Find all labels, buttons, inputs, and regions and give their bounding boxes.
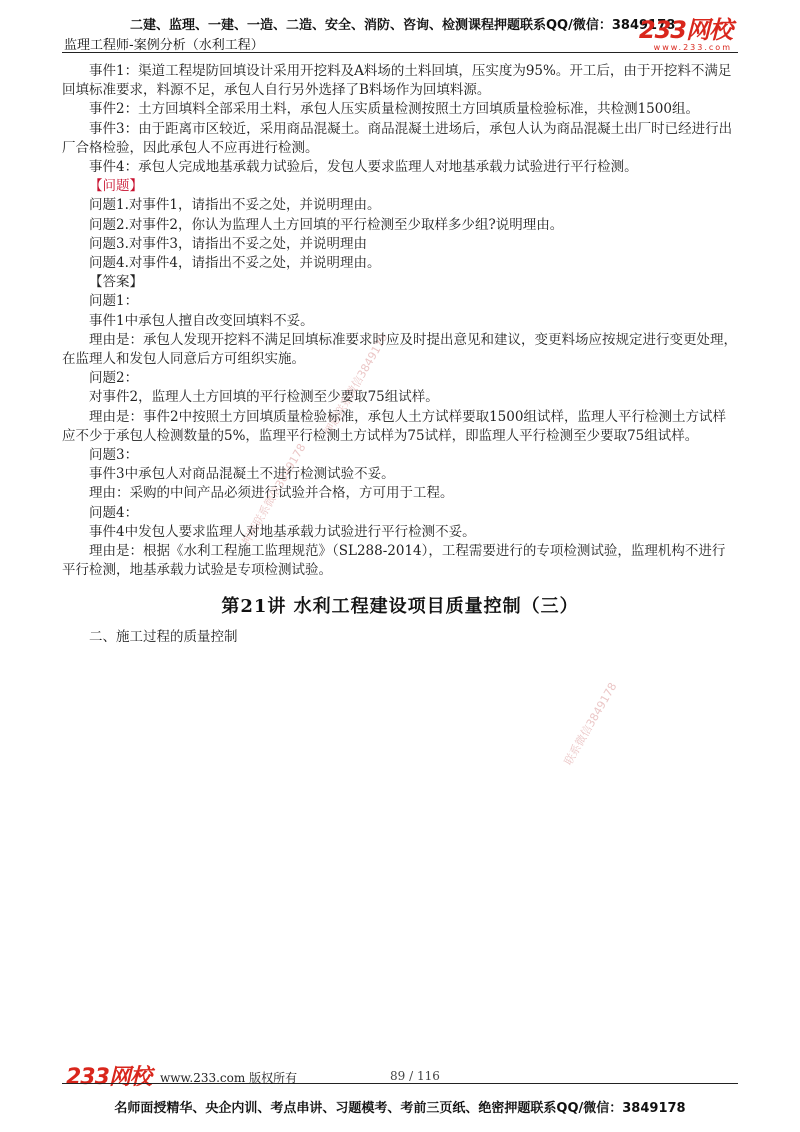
header-promo-text: 二建、监理、一建、一造、二造、安全、消防、咨询、检测课程押题联系QQ/微信：3849178 xyxy=(130,18,676,33)
paragraph: 理由是：根据《水利工程施工监理规范》（SL288-2014），工程需要进行的专项检测试验，监理机构不进行平行检测，地基承载力试验是专项检测试验。 xyxy=(62,543,726,579)
subsection-title: 二、施工过程的质量控制 xyxy=(89,629,238,646)
paragraph: 事件3：由于距离市区较近，采用商品混凝土。商品混凝土进场后，承包人认为商品混凝土出厂时已经进行出厂合格检验，因此承包人不应再进行检测。 xyxy=(62,120,733,156)
paragraph: 事件3中承包人对商品混凝土不进行检测试验不妥。 xyxy=(89,466,395,483)
paragraph: 问题2： xyxy=(89,370,139,387)
watermark-3: 押题联系微信3849178 xyxy=(321,331,391,438)
paragraph: 问题1： xyxy=(89,293,139,310)
paragraph: 事件2：土方回填料全部采用土料，承包人压实质量检测按照土方回填质量检验标准，共检测1500组。 xyxy=(89,101,699,118)
paragraph: 事件1：渠道工程堤防回填设计采用开挖料及A料场的土料回填，压实度为95%。开工后，由于开挖料不满足回填标准要求，料源不足，承包人自行另外选择了B料场作为回填料源。 xyxy=(62,63,732,99)
paragraph: 理由是：事件2中按照土方回填质量检验标准，承包人土方试样要取1500组试样，监理人平行检测土方试样应不少于承包人检测数量的5%，监理平行检测土方试样为75试样，即监理人平行检测至少要取75组试样。 xyxy=(62,408,726,444)
paragraph: 问题3.对事件3，请指出不妥之处，并说明理由 xyxy=(89,235,367,252)
paragraph: 问题1.对事件1，请指出不妥之处，并说明理由。 xyxy=(89,197,381,214)
paragraph: 【答案】 xyxy=(89,274,143,291)
document-subtitle: 监理工程师-案例分析（水利工程） xyxy=(64,38,264,53)
paragraph: 事件4：承包人完成地基承载力试验后，发包人要求监理人对地基承载力试验进行平行检测。 xyxy=(89,159,638,176)
section-heading: 第21讲 水利工程建设项目质量控制（三） xyxy=(221,596,579,618)
logo-url: www.233.com xyxy=(653,43,732,52)
paragraph: 问题4.对事件4，请指出不妥之处，并说明理由。 xyxy=(89,255,381,272)
footer-promo-text: 名师面授精华、央企内训、考点串讲、习题模考、考前三页纸、绝密押题联系QQ/微信：3849178 xyxy=(114,1101,686,1116)
paragraph: 对事件2，监理人土方回填的平行检测至少要取75组试样。 xyxy=(89,389,439,406)
copyright-text: www.233.com 版权所有 xyxy=(160,1071,298,1085)
logo-text: 233网校 xyxy=(638,16,732,44)
paragraph: 【问题】 xyxy=(89,178,143,195)
paragraph: 理由：采购的中间产品必须进行试验并合格，方可用于工程。 xyxy=(89,485,454,502)
paragraph: 问题3： xyxy=(89,447,139,464)
paragraph-list xyxy=(62,62,738,580)
paragraph: 理由是：承包人发现开挖料不满足回填标准要求时应及时提出意见和建议，变更料场应按规定进行变更处理，在监理人和发包人同意后方可组织实施。 xyxy=(62,331,737,368)
header-divider xyxy=(62,52,738,53)
site-logo xyxy=(639,18,732,52)
paragraph: 问题2.对事件2，你认为监理人土方回填的平行检测至少取样多少组?说明理由。 xyxy=(89,216,564,233)
document-body xyxy=(62,62,738,648)
paragraph: 事件1中承包人擅自改变回填料不妥。 xyxy=(89,312,314,329)
watermark-1: 押题联系微信3849178 xyxy=(239,441,309,548)
paragraph: 问题4： xyxy=(89,504,139,521)
footer-divider xyxy=(62,1083,738,1084)
watermark-2: 联系微信3849178 xyxy=(561,680,620,768)
footer-logo: 233网校 xyxy=(66,1065,151,1090)
page-number: 89 / 116 xyxy=(390,1069,440,1083)
paragraph: 事件4中发包人要求监理人对地基承载力试验进行平行检测不妥。 xyxy=(89,523,476,540)
